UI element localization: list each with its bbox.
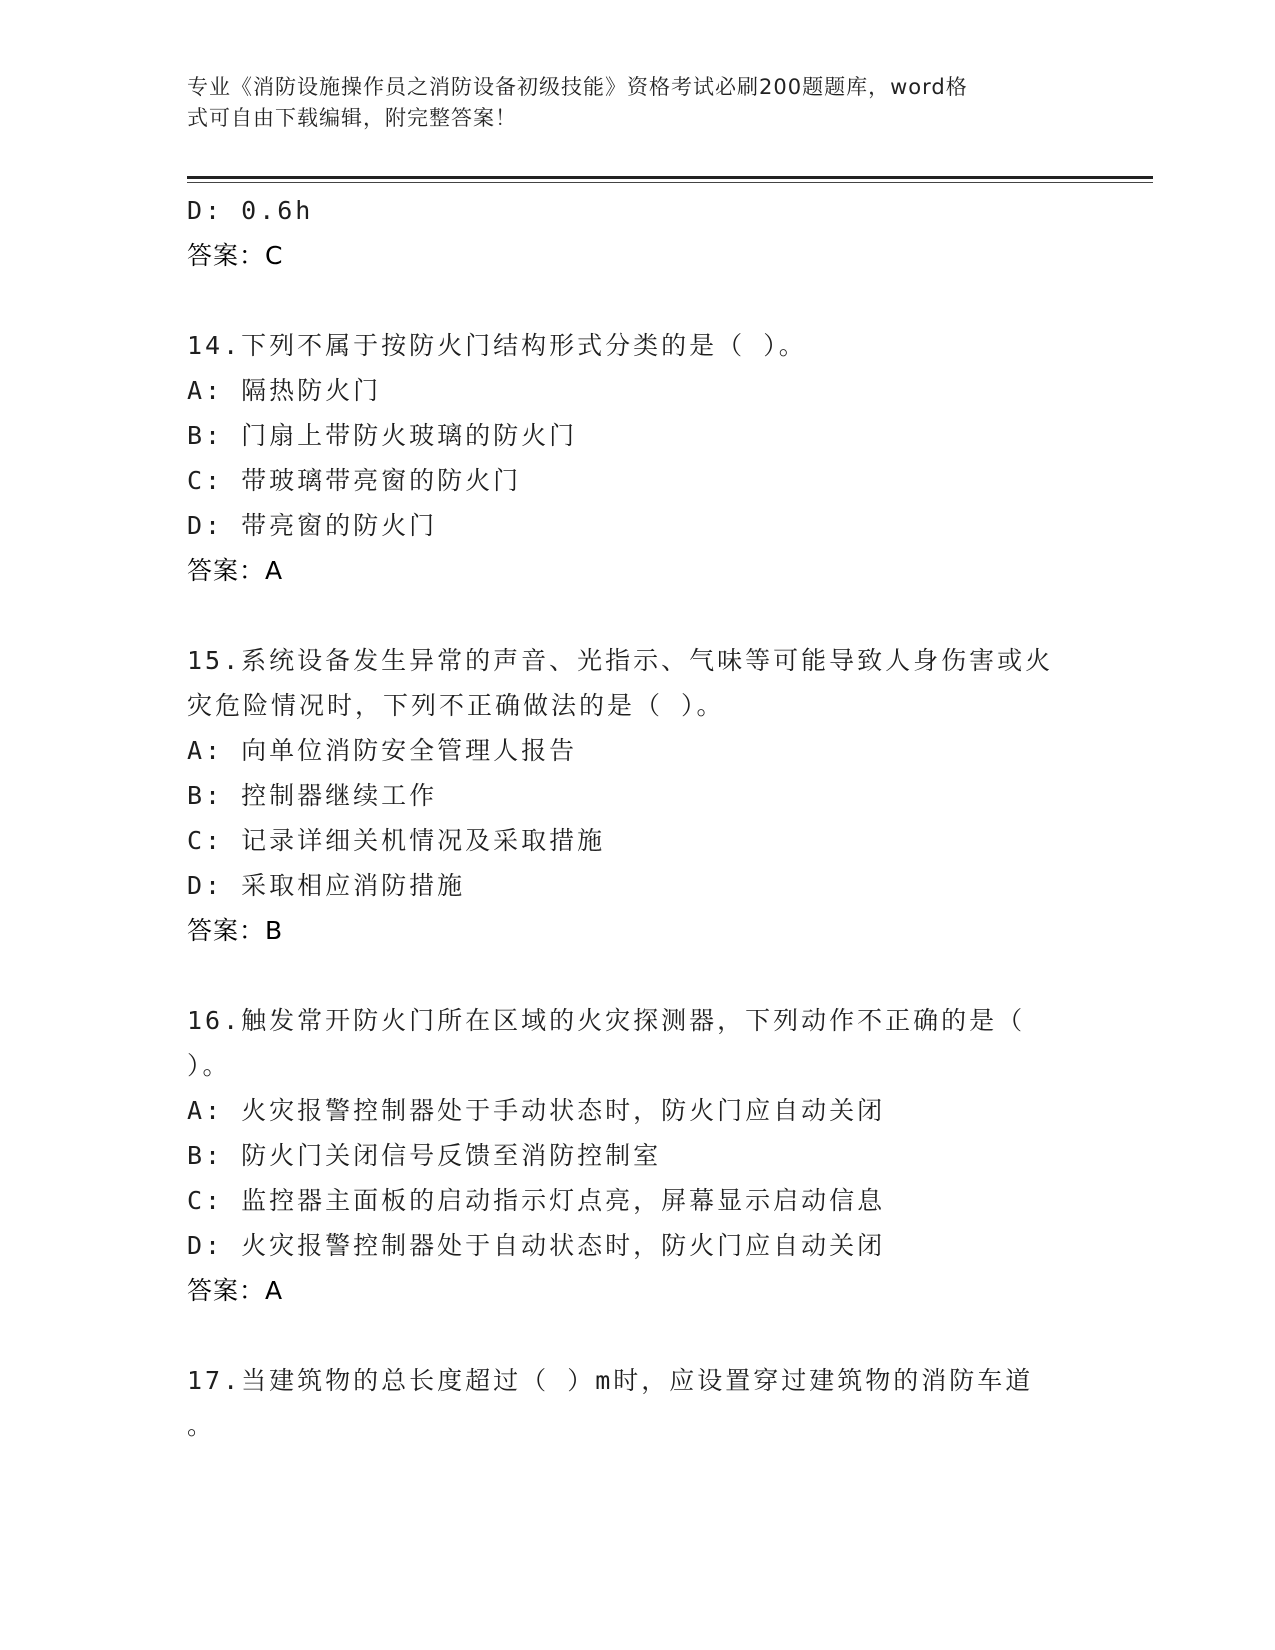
header-divider-thick (187, 176, 1153, 179)
answer-line: 答案：C (187, 241, 284, 270)
option-c: C: 记录详细关机情况及采取措施 (187, 826, 606, 855)
option-b: B: 防火门关闭信号反馈至消防控制室 (187, 1141, 662, 1170)
option-a: A: 火灾报警控制器处于手动状态时，防火门应自动关闭 (187, 1096, 886, 1125)
question-16 (187, 998, 1107, 1313)
question-stem-line-2: ）。 (187, 1051, 231, 1080)
option-c: C: 监控器主面板的启动指示灯点亮，屏幕显示启动信息 (187, 1186, 886, 1215)
answer-line: 答案：B (187, 916, 284, 945)
question-stem-line-2: 灾危险情况时，下列不正确做法的是（ ）。 (187, 691, 725, 720)
option-b: B: 门扇上带防火玻璃的防火门 (187, 421, 578, 450)
question-stem-line-2: 。 (187, 1411, 216, 1440)
option-a: A: 向单位消防安全管理人报告 (187, 736, 578, 765)
question-stem-line-1: 17.当建筑物的总长度超过（ ）m时，应设置穿过建筑物的消防车道 (187, 1366, 1034, 1395)
document-body (187, 188, 1107, 1448)
question-stem: 14.下列不属于按防火门结构形式分类的是（ ）。 (187, 331, 807, 360)
option-a: A: 隔热防火门 (187, 376, 382, 405)
answer-line: 答案：A (187, 556, 284, 585)
option-b: B: 控制器继续工作 (187, 781, 438, 810)
option-d: D: 带亮窗的防火门 (187, 511, 438, 540)
document-header (187, 72, 1067, 134)
header-line-2: 式可自由下载编辑，附完整答案！ (187, 106, 517, 130)
header-divider-thin (187, 182, 1153, 183)
option-d: D: 火灾报警控制器处于自动状态时，防火门应自动关闭 (187, 1231, 886, 1260)
question-14 (187, 323, 1107, 593)
option-d: D: 0.6h (187, 196, 314, 225)
option-c: C: 带玻璃带亮窗的防火门 (187, 466, 522, 495)
question-15 (187, 638, 1107, 953)
answer-line: 答案：A (187, 1276, 284, 1305)
question-17 (187, 1358, 1107, 1448)
option-d: D: 采取相应消防措施 (187, 871, 466, 900)
question-stem-line-1: 15.系统设备发生异常的声音、光指示、气味等可能导致人身伤害或火 (187, 646, 1054, 675)
previous-question-tail (187, 188, 1107, 278)
header-line-1: 专业《消防设施操作员之消防设备初级技能》资格考试必刷200题题库，word格 (187, 75, 968, 99)
question-stem-line-1: 16.触发常开防火门所在区域的火灾探测器，下列动作不正确的是（ (187, 1006, 1026, 1035)
